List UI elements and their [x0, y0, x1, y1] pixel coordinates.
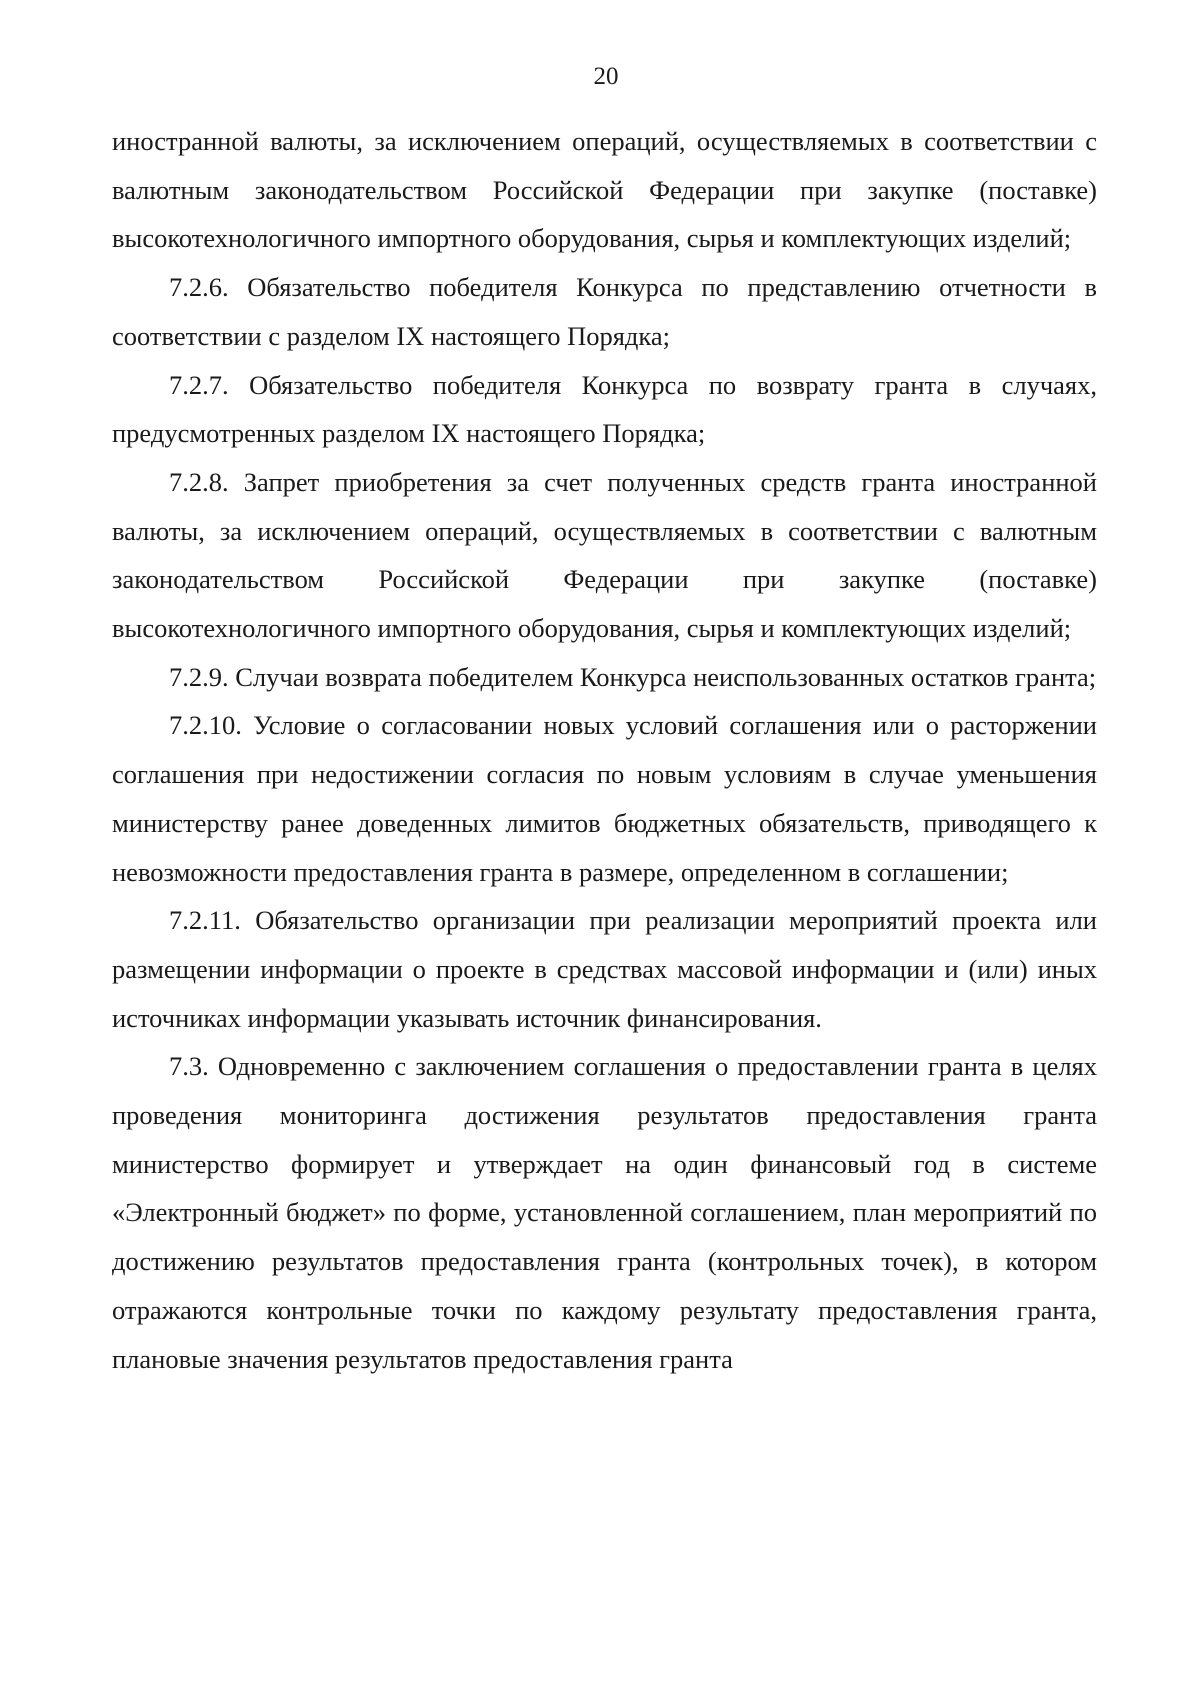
paragraph-7-2-7: 7.2.7. Обязательство победителя Конкурса по возврату гранта в случаях, предусмотренных разделом IX настоящего Порядка;: [112, 369, 1097, 449]
paragraph-continuation: иностранной валюты, за исключением операций, осуществляемых в соответствии с валютным законодательством Российской Федерации при закупке (поставке) высокотехнологичного импортного оборудования, сырья и комплектующих изделий;: [112, 126, 1097, 254]
paragraph-7-3: 7.3. Одновременно с заключением соглашения о предоставлении гранта в целях проведения мониторинга достижения результатов предоставления гранта министерство формирует и утверждает на один финансовый год в системе «Электронный бюджет» по форме, установленной соглашением, план мероприятий по достижению результатов предоставления гранта (контрольных точек), в котором отражаются контрольные точки по каждому результату предоставления гранта, плановые значения результатов предоставления гранта: [112, 1051, 1097, 1374]
paragraph-7-2-11: 7.2.11. Обязательство организации при реализации мероприятий проекта или размещении информации о проекте в средствах массовой информации и (или) иных источниках информации указывать источник финансирования.: [112, 905, 1097, 1033]
paragraph-7-2-10: 7.2.10. Условие о согласовании новых условий соглашения или о расторжении соглашения при недостижении согласия по новым условиям в случае уменьшения министерству ранее доведенных лимитов бюджетных обязательств, приводящего к невозможности предоставления гранта в размере, определенном в соглашении;: [112, 710, 1097, 887]
document-body: [112, 117, 1097, 1383]
paragraph-7-2-6: 7.2.6. Обязательство победителя Конкурса по представлению отчетности в соответствии с разделом IX настоящего Порядка;: [112, 272, 1097, 351]
page-number: 20: [593, 63, 619, 90]
paragraph-7-2-9: 7.2.9. Случаи возврата победителем Конкурса неиспользованных остатков гранта;: [169, 661, 1097, 692]
paragraph-7-2-8: 7.2.8. Запрет приобретения за счет полученных средств гранта иностранной валюты, за исключением операций, осуществляемых в соответствии с валютным законодательством Российской Федерации при закупке (поставке) высокотехнологичного импортного оборудования, сырья и комплектующих изделий;: [112, 466, 1097, 644]
